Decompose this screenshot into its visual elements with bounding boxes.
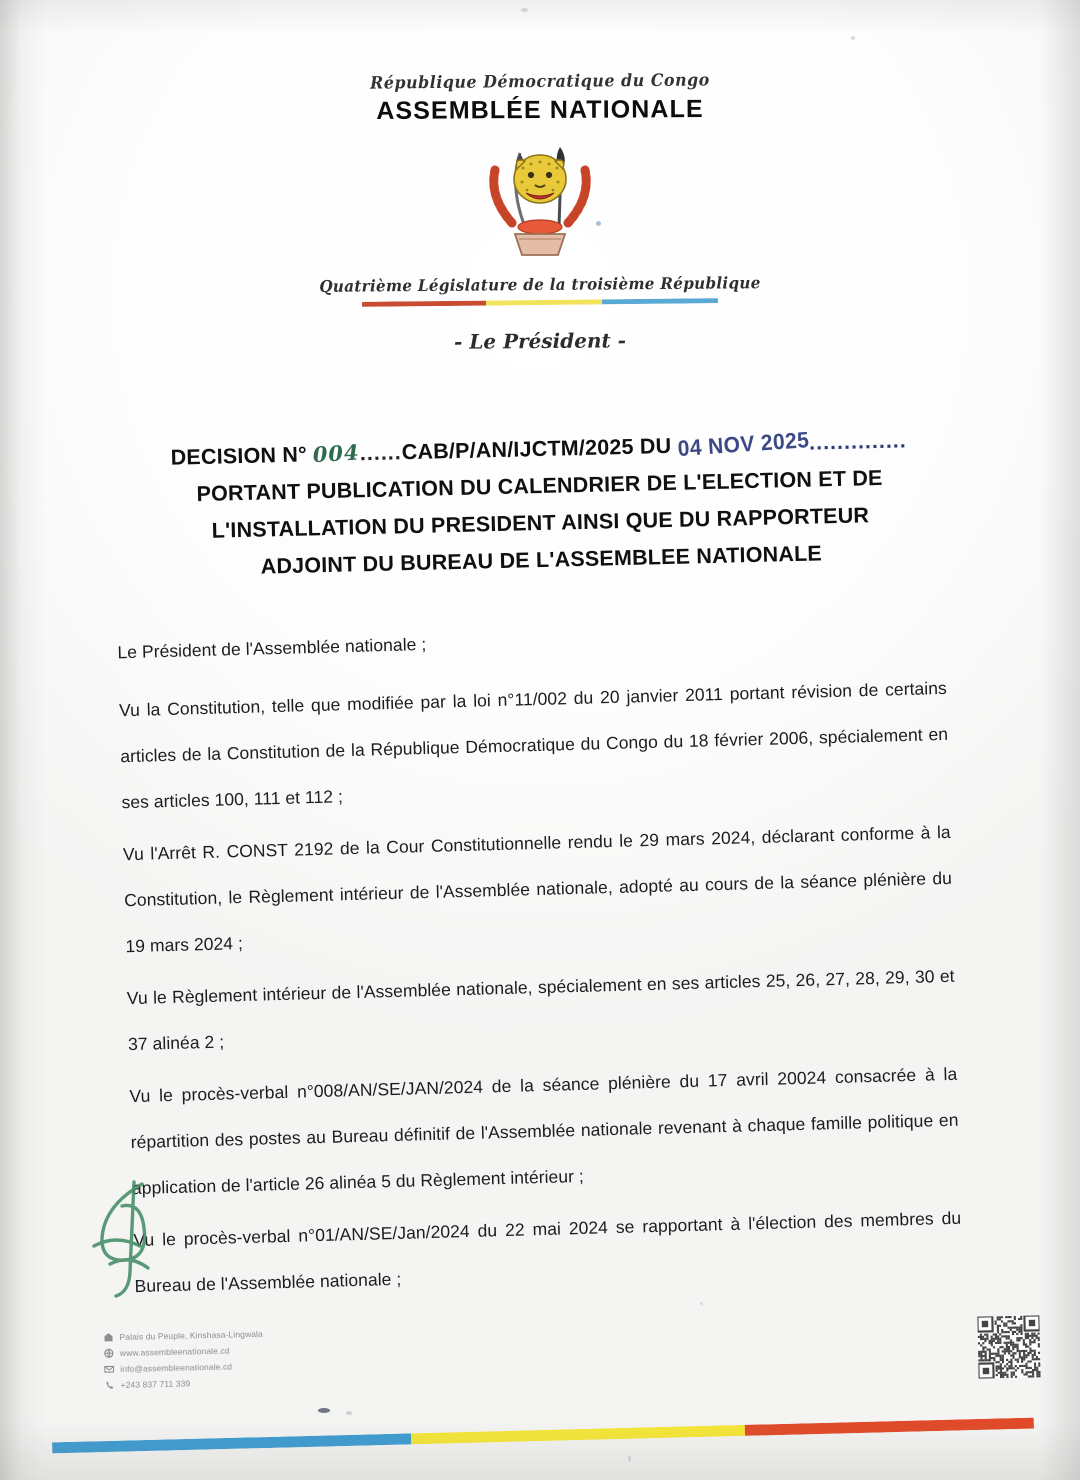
building-icon — [103, 1332, 113, 1342]
du-label: DU — [639, 433, 672, 459]
globe-icon — [104, 1348, 114, 1358]
decision-title-block — [110, 420, 969, 589]
phone-icon — [104, 1380, 114, 1390]
footer-website[interactable]: www.assembleenationale.cd — [119, 1345, 230, 1358]
scan-speck — [700, 1302, 703, 1305]
drc-coat-of-arms-icon — [465, 135, 615, 265]
decision-reference: CAB/P/AN/IJCTM/2025 — [401, 434, 634, 465]
flag-segment-yellow — [486, 299, 602, 305]
decision-number-handwritten: 004 — [312, 439, 361, 468]
qr-code[interactable] — [977, 1315, 1040, 1378]
scan-speck — [346, 1411, 352, 1415]
scan-speck — [628, 1455, 631, 1462]
scan-speck — [596, 221, 601, 226]
date-stamp-dots: .............. — [808, 428, 907, 455]
body-paragraph-6: Vu le procès-verbal n°01/AN/SE/Jan/2024 du 22 mai 2024 se rapportant à l'élection des membres du Bureau de l'Assemblée nationale ; — [133, 1207, 962, 1297]
scan-speck — [318, 1408, 330, 1413]
body-paragraph-4: Vu le Règlement intérieur de l'Assemblée nationale, spécialement en ses articles 25, 26, 27, 28, 29, 30 et 37 alinéa 2 ; — [126, 965, 955, 1055]
legislature-script-line: Quatrième Législature de la troisième République — [319, 273, 761, 296]
office-title: - Le Président - — [453, 328, 627, 354]
date-stamp: 04 NOV 2025 — [676, 427, 810, 462]
decision-prefix-label: DECISION N° — [170, 442, 308, 470]
flag-segment-red — [362, 301, 486, 307]
body-paragraph-3: Vu l'Arrêt R. CONST 2192 de la Cour Constitutionnelle rendu le 29 mars 2024, déclarant conforme à la Constitution, le Règlement intérieur de l'Assemblée nationale, adopté au cours de la séance plénière du 19 mars 2024 ; — [122, 821, 953, 957]
footer-email[interactable]: info@assembleenationale.cd — [120, 1361, 233, 1374]
footer-phone[interactable]: +243 837 711 339 — [120, 1377, 191, 1390]
letterhead — [0, 72, 1080, 353]
country-script-line: République Démocratique du Congo — [370, 70, 710, 94]
scan-speck — [521, 8, 528, 12]
institution-name: ASSEMBLÉE NATIONALE — [376, 95, 704, 125]
header-flag-bar — [362, 298, 718, 307]
decision-body — [117, 607, 963, 1315]
title-line-2: PORTANT PUBLICATION DU CALENDRIER DE L'ELECTION ET DE — [196, 465, 883, 507]
body-paragraph-1: Le Président de l'Assemblée nationale ; — [117, 633, 427, 663]
footer-contact-block — [103, 1323, 404, 1394]
flag-segment-blue — [602, 298, 718, 304]
envelope-icon — [104, 1364, 114, 1374]
decision-dots: ...... — [359, 440, 402, 466]
title-line-4: ADJOINT DU BUREAU DE L'ASSEMBLEE NATIONALE — [260, 541, 823, 579]
footer-address: Palais du Peuple, Kinshasa-Lingwala — [119, 1328, 263, 1342]
body-paragraph-2: Vu la Constitution, telle que modifiée par la loi n°11/002 du 20 janvier 2011 portant révision de certains articles de la Constitution de la République Démocratique du Congo du 18 février 2006, spécialement en ses articles 100, 111 et 112 ; — [118, 677, 949, 813]
scan-speck — [851, 36, 855, 40]
title-line-3: L'INSTALLATION DU PRESIDENT AINSI QUE DU RAPPORTEUR — [211, 503, 870, 543]
body-paragraph-5: Vu le procès-verbal n°008/AN/SE/JAN/2024 de la séance plénière du 17 avril 20024 consacrée à la répartition des postes au Bureau définitif de l'Assemblée nationale revenant à chaque famille politique en application de l'article 26 alinéa 5 du Règlement intérieur ; — [129, 1063, 959, 1199]
